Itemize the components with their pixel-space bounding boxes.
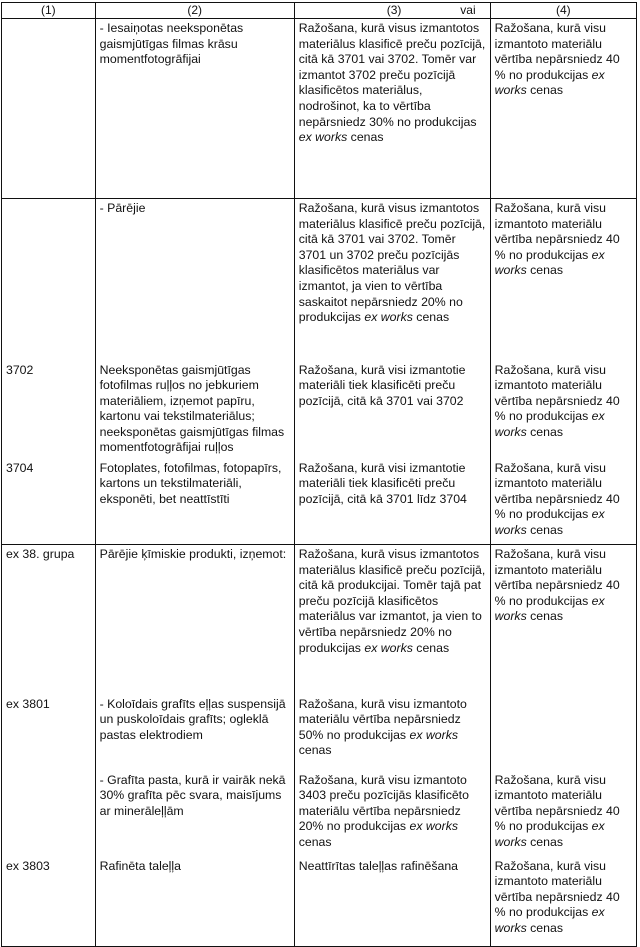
table-row [2,545,637,695]
description-cell [95,857,294,947]
table-row [2,695,637,771]
description-cell [95,19,294,199]
rule-col4-cell [490,199,636,361]
rule-col3-exworks: ex works [409,819,458,834]
description-cell [95,199,294,361]
table-header-row [2,3,637,19]
description-cell [95,695,294,771]
rule-col4-suffix: cenas [526,834,563,849]
header-col-2: (2) [95,3,294,19]
product-description: Fotoplates, fotofilmas, fotopapīrs, kartons un tekstilmateriāli, eksponēti, bet neattīstīti [99,460,282,506]
rules-table [1,2,637,947]
description-cell [95,361,294,459]
rule-col3-text: Ražošana, kurā visi izmantotie materiāli tiek klasificēti preču pozīcijā, citā kā 3701 līdz 3704 [298,460,467,506]
table-row [2,361,637,459]
heading-code-cell [2,771,96,857]
heading-code-cell [2,695,96,771]
table-row [2,19,637,199]
rule-col3-cell [294,695,490,771]
header-col-3-cell [294,3,490,19]
rule-col3-cell [294,459,490,545]
description-cell [95,459,294,545]
heading-code: 3704 [6,460,34,475]
heading-code: ex 3801 [6,696,50,711]
rule-col3-exworks: ex works [298,130,348,145]
rule-col4-cell [490,771,636,857]
description-cell [95,771,294,857]
header-col-4: (4) [490,3,636,19]
table-row [2,199,637,361]
rule-col4-cell [490,857,636,947]
product-description: - Iesaiņotas neeksponētas gaismjūtīgas filmas krāsu momentfotogrāfijai [99,21,244,67]
rule-col4-suffix: cenas [526,424,563,439]
rule-col4-cell [490,361,636,459]
rule-col4-cell [490,19,636,199]
header-col-1: (1) [2,3,96,19]
rule-col4-exworks: ex works [494,247,605,278]
rule-col4-text: Ražošana, kurā visu izmantoto materiālu vērtība nepārsniedz 40 % no produkcijas [494,858,620,920]
heading-code: 3702 [6,362,34,377]
rule-col3-exworks: ex works [364,640,413,655]
rule-col3-suffix: cenas [298,834,332,849]
rule-col4-exworks: ex works [494,507,605,537]
rule-col4-suffix: cenas [526,83,563,98]
rule-col3-cell [294,361,490,459]
rule-col4-cell [490,545,636,695]
rule-col3-text: Neattīrītas taleļļas rafinēšana [298,858,458,873]
rule-col3-text: Ražošana, kurā visi izmantotie materiāli tiek klasificēti preču pozīcijā, citā kā 3701 vai 3702 [298,362,466,408]
rule-col4-cell [490,459,636,545]
rule-col4-text: Ražošana, kurā visu izmantoto materiālu vērtība nepārsniedz 40 % no produkcijas [494,201,620,262]
heading-code-cell [2,545,96,695]
table-row [2,857,637,947]
rule-col3-cell [294,19,490,199]
rule-col4-cell [490,695,636,771]
rule-col3-exworks: ex works [409,727,458,742]
rule-col3-text: Ražošana, kurā visu izmantoto materiālu vērtība nepārsniedz 50% no produkcijas [298,696,467,742]
rule-col4-text: Ražošana, kurā visu izmantoto materiālu vērtība nepārsniedz 40 % no produkcijas [494,772,620,834]
rule-col4-suffix: cenas [526,263,563,278]
heading-code-cell [2,459,96,545]
rule-col3-suffix: cenas [298,743,332,758]
rule-col3-text: Ražošana, kurā visu izmantoto 3403 preču pozīcijās klasificēto materiālu vērtība nepārsniedz 20% no produkcijas [298,772,469,834]
header-or-label: vai [460,3,476,17]
rule-col3-suffix: cenas [412,640,450,655]
rule-col3-text: Ražošana, kurā visus izmantotos materiālus klasificē preču pozīcijā, citā kā 3701 vai 3702. Tomēr 3701 un 3702 preču pozīcijās klasificētos materiālus var izmantot, ja vien to vērtība saskaitot nepārsniedz 20% no produkcijas [298,201,486,325]
heading-code-cell [2,19,96,199]
rule-col3-text: Ražošana, kurā visus izmantotos materiālus klasificē preču pozīcijā, citā kā 3701 vai 3702. Tomēr var izmantot 3702 preču pozīcijā klasificētos materiālus, nodrošinot, ka to vērtība nepārsniedz 30% no produkcijas [298,21,486,129]
rule-col3-cell [294,771,490,857]
rule-col4-text: Ražošana, kurā visu izmantoto materiālu vērtība nepārsniedz 40 % no produkcijas [494,21,620,82]
rule-col4-text: Ražošana, kurā visu izmantoto materiālu vērtība nepārsniedz 40 % no produkcijas [494,547,620,608]
rule-col3-text: Ražošana, kurā visus izmantotos materiālus klasificē preču pozīcijā, citā kā produkcijai. Tomēr tajā pat preču pozīcijā klasificētos materiālus var izmantot, ja vien to vērtība nepārsniedz 20% no produkcijas [298,547,486,655]
product-description: Neeksponētas gaismjūtīgas fotofilmas ruļļos no jebkuriem materiāliem, izņemot papīru, kartonu vai tekstilmateriālus; neeksponētas gaismjūtīgas filmas momentfotogrāfijai ruļļos [99,362,285,455]
heading-code: ex 38. grupa [6,547,75,561]
rule-col4-exworks: ex works [494,67,605,98]
rule-col3-cell [294,199,490,361]
rule-col3-cell [294,545,490,695]
rule-col4-suffix: cenas [526,522,563,537]
table-row [2,459,637,545]
rule-col4-text: Ražošana, kurā visu izmantoto materiālu vērtība nepārsniedz 40 % no produkcijas [494,362,620,424]
product-description: - Grafīta pasta, kurā ir vairāk nekā 30% grafīta pēc svara, maisījums ar minerāleļļām [99,772,286,818]
description-cell [95,545,294,695]
rule-col3-suffix: cenas [347,130,384,145]
rule-col3-cell [294,857,490,947]
heading-code-cell [2,857,96,947]
product-description: Rafinēta taleļļa [99,858,181,873]
product-description: - Pārējie [99,201,146,215]
table-row [2,771,637,857]
header-col-3: (3) [386,3,402,17]
heading-code-cell [2,361,96,459]
rule-col4-exworks: ex works [494,593,605,624]
rule-col4-text: Ražošana, kurā visu izmantoto materiālu vērtība nepārsniedz 40 % no produkcijas [494,460,620,522]
heading-code-cell [2,199,96,361]
rule-col4-exworks: ex works [494,819,605,849]
rule-col3-suffix: cenas [412,310,450,325]
rule-col4-exworks: ex works [494,409,605,439]
product-description: Pārējie ķīmiskie produkti, izņemot: [99,547,287,561]
product-description: - Koloīdais grafīts eļļas suspensijā un puskoloīdais grafīts; ogleklā pastas elektrodiem [99,696,286,742]
rule-col4-exworks: ex works [494,905,605,935]
rule-col3-exworks: ex works [364,310,413,325]
rule-col4-suffix: cenas [526,920,563,935]
rule-col4-suffix: cenas [526,609,563,624]
heading-code: ex 3803 [6,858,50,873]
